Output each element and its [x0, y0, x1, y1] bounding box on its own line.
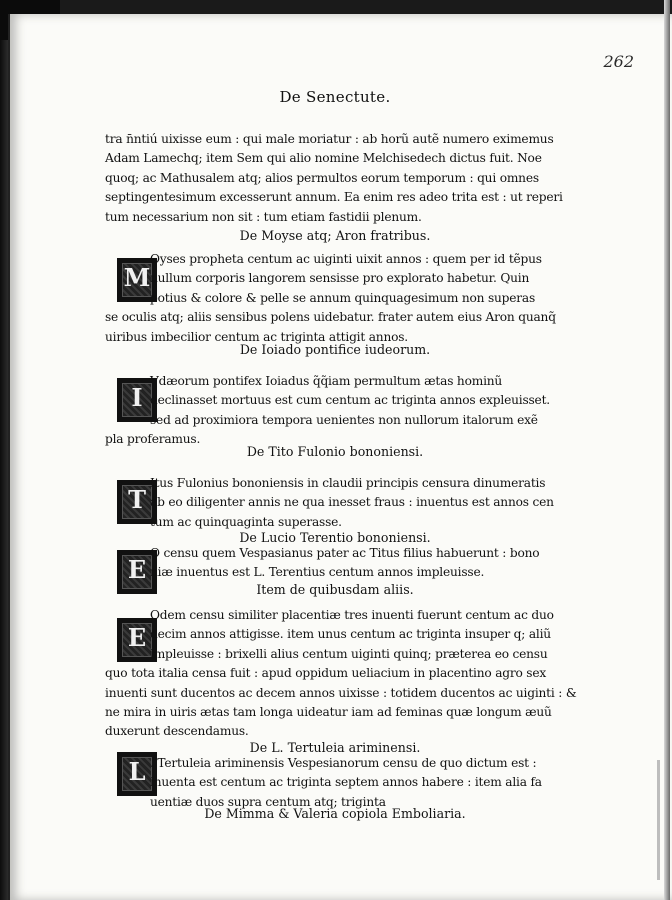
text-line: . Tertuleia ariminensis Vespesianorum censu de quo dictum est :	[150, 756, 537, 770]
text-line: sed ad proximiora tempora uenientes non nullorum italorum exẽ	[150, 412, 538, 427]
text-block-tertuleia	[105, 754, 542, 812]
text-block-intro	[105, 130, 563, 227]
text-line: nullum corporis langorem sensisse pro explorato habetur. Quin	[150, 271, 530, 286]
section-heading-ioiado: De Ioiado pontifice iudeorum.	[239, 342, 431, 357]
initial-letter: T	[128, 485, 146, 514]
text-line: tra n̄ntiú uixisse eum : qui male moriatur : ab horũ autẽ numero eximemus	[105, 132, 554, 146]
section-heading-lucio: De Lucio Terentio bononiensi.	[239, 530, 431, 545]
text-line: Itus Fulonius bononiensis in claudii principis censura dinumeratis	[150, 476, 546, 490]
text-line: inuenti sunt ducentos ac decem annos uixisse : totidem ducentos ac uiginti : &	[105, 685, 577, 700]
text-line: O censu quem Vespasianus pater ac Titus filius habuerunt : bono	[150, 546, 540, 560]
text-line: quo tota italia censa fuit : apud oppidum ueliacium in placentino agro sex	[105, 666, 547, 681]
text-line: Adam Lamechq; item Sem qui alio nomine Melchisedech dictus fuit. Noe	[105, 151, 542, 166]
text-block-tito	[105, 474, 554, 532]
text-block-moyse	[105, 250, 556, 347]
text-line: tum necessarium non sit : tum etiam fastidii plenum.	[105, 209, 422, 224]
initial-letter: E	[127, 623, 147, 652]
section-heading-aliis: Item de quibusdam aliis.	[256, 582, 414, 597]
text-line: Odem censu similiter placentiæ tres inuenti fuerunt centum ac duo	[150, 608, 554, 622]
text-line: uiribus imbecilior centum ac triginta attigit annos.	[105, 329, 408, 344]
text-line: se oculis atq; aliis sensibus polens uidebatur. frater autem eius Aron quanq̃	[105, 310, 556, 325]
text-line: Vdæorum pontifex Ioiadus q̃q̃iam permultum ætas hominũ	[150, 374, 503, 388]
initial-letter: L	[128, 757, 146, 786]
text-line: ab eo diligenter annis ne qua inesset fraus : inuentus est annos cen	[150, 495, 554, 510]
folio-number: 262	[603, 52, 634, 71]
text-line: duxerunt descendamus.	[105, 724, 249, 739]
running-head: De Senectute.	[279, 88, 391, 106]
text-line: quoq; ac Mathusalem atq; alios permultos eorum temporum : qui omnes	[105, 170, 539, 185]
text-line: Oyses propheta centum ac uiginti uixit annos : quem per id tẽpus	[150, 252, 542, 266]
text-line: declinasset mortuus est cum centum ac triginta annos expleuisset.	[150, 393, 550, 408]
text-line: decim annos attigisse. item unus centum ac triginta insuper q; aliũ	[150, 627, 551, 642]
text-line: uentiæ duos supra centum atq; triginta	[150, 794, 386, 809]
text-line: potius & colore & pelle se annum quinquagesimum non superas	[150, 290, 536, 305]
text-line: inuenta est centum ac triginta septem annos habere : item alia fa	[150, 775, 542, 790]
text-line: septingentesimum excesserunt annum. Ea enim res adeo trita est : ut reperi	[105, 190, 563, 205]
section-heading-tertuleia: De L. Tertuleia ariminensi.	[249, 740, 421, 755]
text-line: niæ inuentus est L. Terentius centum annos impleuisse.	[150, 565, 485, 580]
text-line: ne mira in uiris ætas tam longa uideatur iam ad feminas quæ longum æuũ	[105, 705, 552, 720]
text-block-aliis	[105, 606, 577, 742]
initial-letter: M	[123, 263, 151, 292]
initial-letter: E	[127, 555, 147, 584]
section-heading-mimma: De Mimma & Valeria copiola Emboliaria.	[204, 806, 466, 821]
text-line: pla proferamus.	[105, 432, 201, 447]
section-heading-moyse: De Moyse atq; Aron fratribus.	[239, 228, 431, 243]
text-block-lucio	[105, 544, 540, 583]
text-line: tum ac quinquaginta superasse.	[150, 514, 342, 529]
text-block-ioiado	[105, 372, 550, 450]
text-line: impleuisse : brixelli alius centum uiginti quinq; præterea eo censu	[150, 646, 548, 661]
initial-letter: I	[131, 383, 143, 412]
section-heading-tito: De Tito Fulonio bononiensi.	[246, 444, 424, 459]
